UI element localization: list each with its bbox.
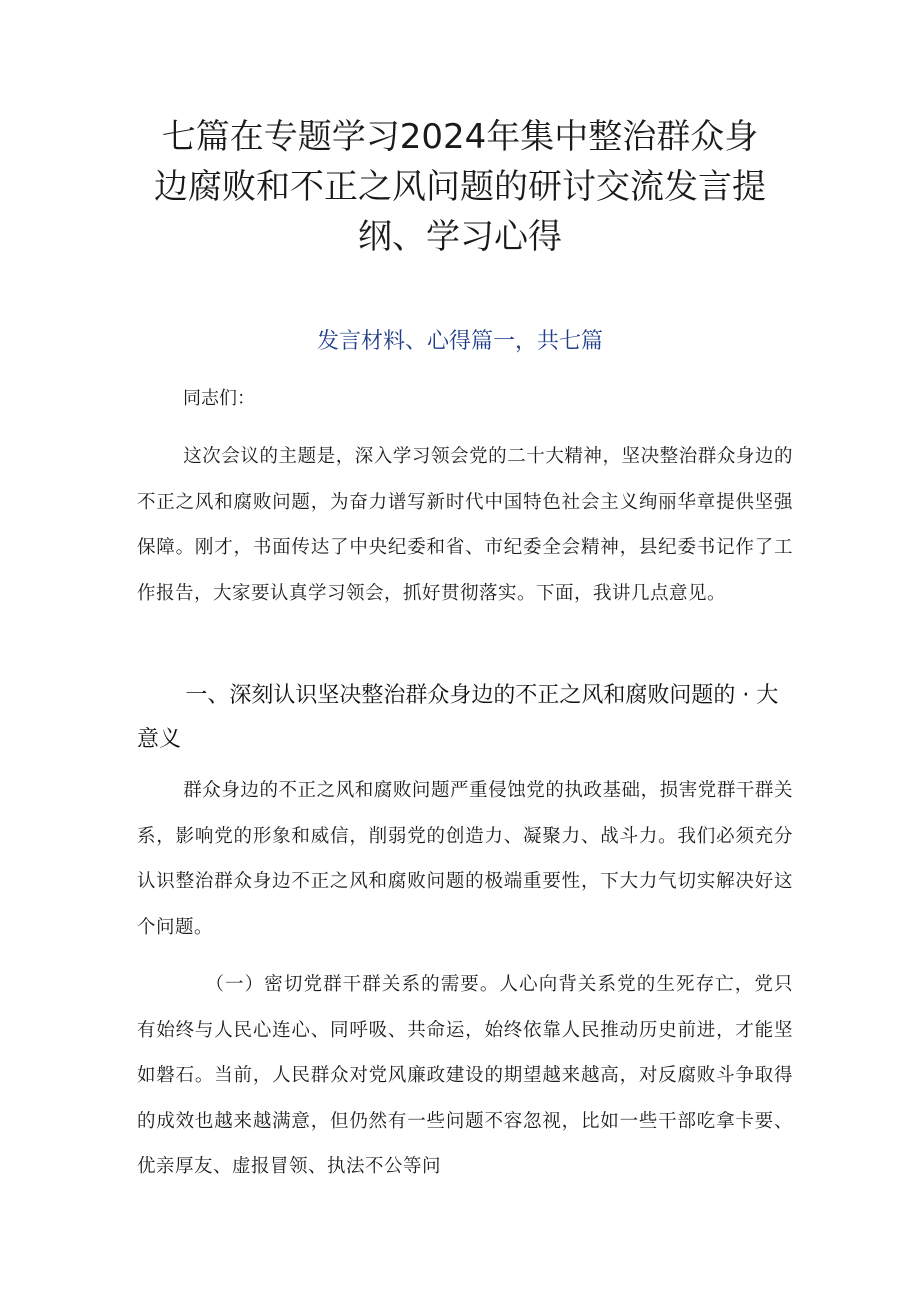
paragraph-intro: 这次会议的主题是，深入学习领会党的二十大精神，坚决整治群众身边的不正之风和腐败问题，为奋力谱写新时代中国特色社会主义绚丽华章提供坚强保障。刚才，书面传达了中央纪委和省、市纪委全会精神，县纪委书记作了工作报告，大家要认真学习领会，抓好贯彻落实。下面，我讲几点意见。: [137, 446, 793, 604]
paragraph-point-one: （一）密切党群干群关系的需要。人心向背关系党的生死存亡，党只有始终与人民心连心、同呼吸、共命运，始终依靠人民推动历史前进，才能坚如磐石。当前，人民群众对党风廉政建设的期望越来越高，对反腐败斗争取得的成效也越来越满意，但仍然有一些问题不容忽视，比如一些干部吃拿卡要、优亲厚友、虚报冒领、执法不公等问: [137, 974, 793, 1177]
salutation: 同志们：: [183, 388, 255, 409]
sub-heading-one: 一、深刻认识坚决整治群众身边的不正之风和腐败问题的 · 大意义: [137, 683, 779, 752]
document-title: 七篇在专题学习2024年集中整治群众身边腐败和不正之风问题的研讨交流发言提纲、学习心得: [154, 117, 766, 257]
section-heading: 发言材料、心得篇一，共七篇: [316, 329, 603, 354]
paragraph-significance: 群众身边的不正之风和腐败问题严重侵蚀党的执政基础，损害党群干群关系，影响党的形象和威信，削弱党的创造力、凝聚力、战斗力。我们必须充分认识整治群众身边不正之风和腐败问题的极端重要性，下大力气切实解决好这个问题。: [137, 780, 793, 938]
